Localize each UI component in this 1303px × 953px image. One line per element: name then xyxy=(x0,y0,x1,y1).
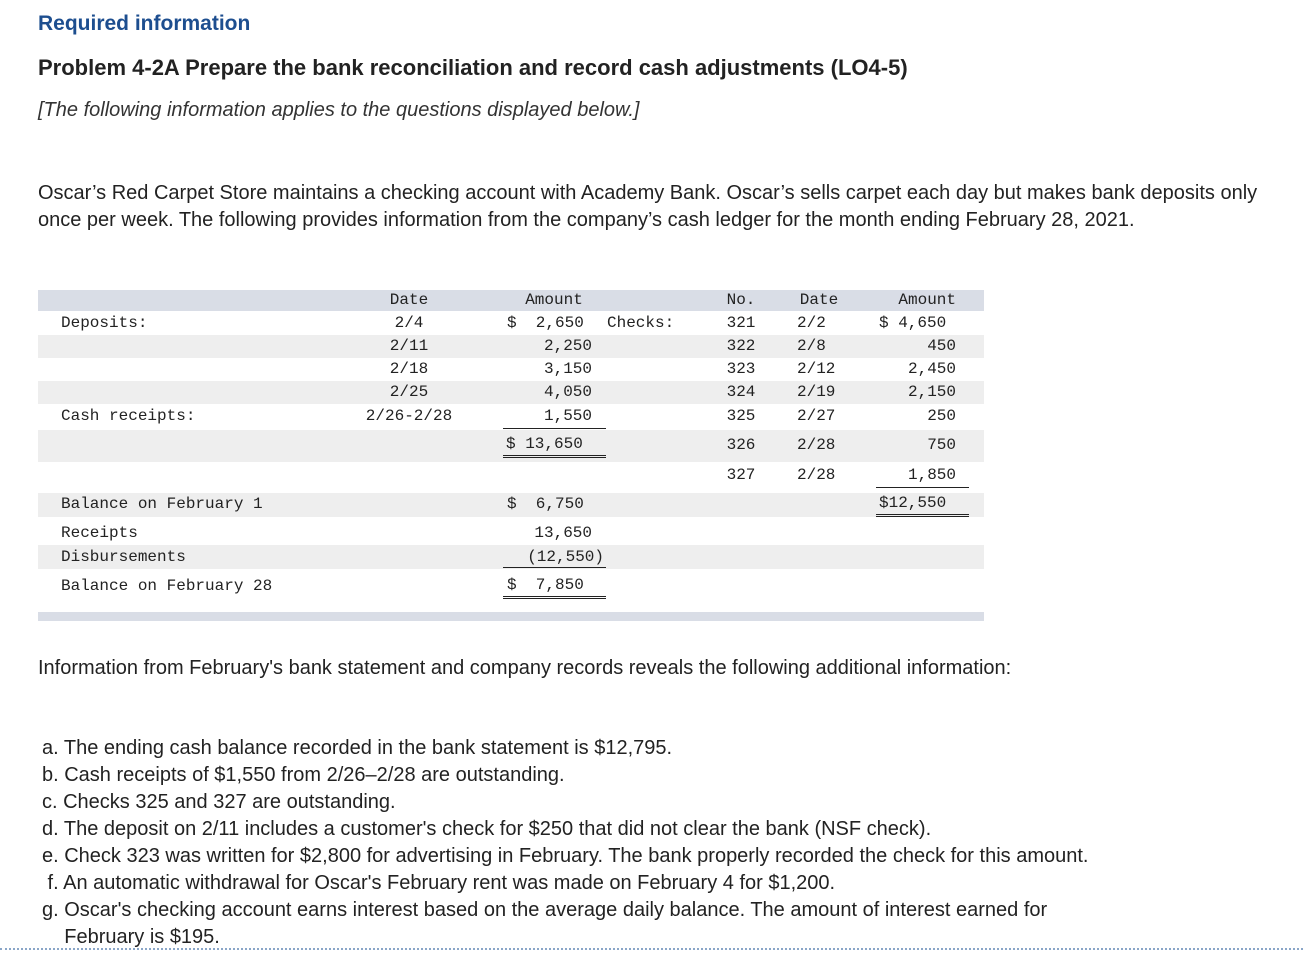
check-date: 2/12 xyxy=(797,360,836,378)
col-header-amount2: Amount xyxy=(898,291,956,309)
deposit-date: 2/11 xyxy=(389,337,429,355)
check-no: 323 xyxy=(726,360,756,378)
summary-label: Receipts xyxy=(61,524,138,542)
intro-paragraph: Oscar’s Red Carpet Store maintains a checking account with Academy Bank. Oscar’s sells carpet each day but makes bank deposits only once per week. The following provides information from the company’s cash ledger for the month ending February 28, 2021. xyxy=(38,182,1258,231)
list-item: e. Check 323 was written for $2,800 for advertising in February. The bank properly recorded the check for this amount. xyxy=(42,845,1089,867)
deposit-amount: $ 2,650 xyxy=(507,314,584,332)
check-date: 2/28 xyxy=(797,436,836,454)
check-date: 2/19 xyxy=(797,383,836,401)
list-item: b. Cash receipts of $1,550 from 2/26–2/28 are outstanding. xyxy=(42,764,565,786)
deposit-date: 2/4 xyxy=(394,314,424,332)
checks-label: Checks: xyxy=(607,314,675,332)
list-item: f. An automatic withdrawal for Oscar's February rent was made on February 4 for $1,200. xyxy=(42,872,836,894)
check-amount: 250 xyxy=(927,407,956,425)
info-heading: Information from February's bank statement and company records reveals the following additional information: xyxy=(38,657,1012,679)
deposits-label: Deposits: xyxy=(61,314,148,332)
list-item: g. Oscar's checking account earns interest based on the average daily balance. The amount of interest earned for xyxy=(42,899,1048,921)
col-header-date: Date xyxy=(389,291,429,309)
deposit-amount: 1,550 xyxy=(543,407,592,425)
check-amount: 2,150 xyxy=(907,383,956,401)
info-list xyxy=(42,735,1088,951)
check-no: 324 xyxy=(726,383,756,401)
applies-note: [The following information applies to the questions displayed below.] xyxy=(38,99,640,121)
deposits-total-rule xyxy=(503,428,606,429)
deposit-amount: 4,050 xyxy=(543,383,592,401)
required-information-heading: Required information xyxy=(38,12,251,35)
deposits-total: $ 13,650 xyxy=(503,435,606,458)
checks-total-rule xyxy=(876,487,969,488)
checks-total: $12,550 xyxy=(876,494,969,517)
dotted-divider xyxy=(0,948,1303,950)
ledger-footer-band xyxy=(38,612,984,621)
check-no: 325 xyxy=(726,407,756,425)
check-no: 321 xyxy=(726,314,756,332)
problem-title: Problem 4-2A Prepare the bank reconciliation and record cash adjustments (LO4-5) xyxy=(38,55,908,80)
check-date: 2/8 xyxy=(797,337,826,355)
deposit-amount: 2,250 xyxy=(543,337,592,355)
check-amount: 2,450 xyxy=(907,360,956,378)
cash-receipts-label: Cash receipts: xyxy=(61,407,196,425)
deposit-amount: 3,150 xyxy=(543,360,592,378)
summary-amount: 13,650 xyxy=(534,524,592,542)
deposit-date: 2/25 xyxy=(389,383,429,401)
deposit-date: 2/18 xyxy=(389,360,429,378)
check-date: 2/27 xyxy=(797,407,836,425)
col-header-no: No. xyxy=(726,291,756,309)
col-header-amount: Amount xyxy=(525,291,583,309)
check-date: 2/28 xyxy=(797,466,836,484)
summary-label: Balance on February 1 xyxy=(61,495,263,513)
check-date: 2/2 xyxy=(797,314,826,332)
summary-label: Disbursements xyxy=(61,548,186,566)
check-amount: $ 4,650 xyxy=(879,314,947,332)
check-no: 326 xyxy=(726,436,756,454)
list-item: c. Checks 325 and 327 are outstanding. xyxy=(42,791,396,813)
summary-amount: $ 6,750 xyxy=(507,495,584,513)
check-no: 327 xyxy=(726,466,756,484)
list-item: a. The ending cash balance recorded in the bank statement is $12,795. xyxy=(42,737,673,759)
list-item: February is $195. xyxy=(42,926,220,948)
check-amount: 750 xyxy=(927,436,956,454)
check-amount: 450 xyxy=(927,337,956,355)
list-item: d. The deposit on 2/11 includes a customer's check for $250 that did not clear the bank (NSF check). xyxy=(42,818,932,840)
summary-amount: (12,550) xyxy=(503,548,606,568)
check-no: 322 xyxy=(726,337,756,355)
deposit-date: 2/26-2/28 xyxy=(365,407,453,425)
check-amount: 1,850 xyxy=(907,466,956,484)
summary-label: Balance on February 28 xyxy=(61,577,273,595)
summary-amount: $ 7,850 xyxy=(503,576,606,599)
col-header-date2: Date xyxy=(799,291,839,309)
